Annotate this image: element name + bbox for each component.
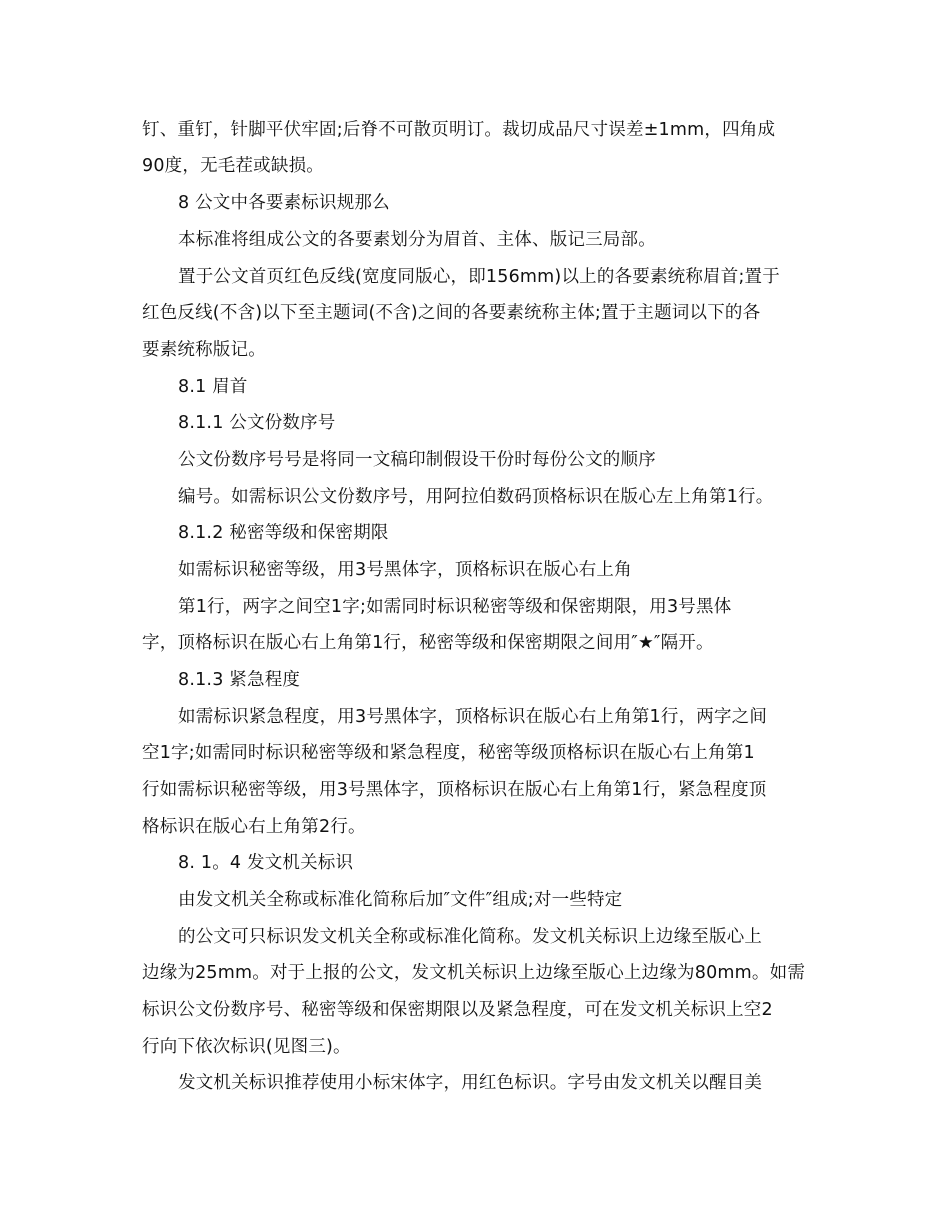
text-line: 发文机关标识推荐使用小标宋体字，用红色标识。字号由发文机关以醒目美 — [178, 1073, 763, 1093]
text-line: 要素统称版记。 — [142, 340, 266, 360]
text-line: 90度，无毛茬或缺损。 — [142, 156, 324, 176]
text-line: 本标准将组成公文的各要素划分为眉首、主体、版记三局部。 — [178, 230, 656, 250]
text-line: 空1字;如需同时标识秘密等级和紧急程度，秘密等级顶格标识在版心右上角第1 — [142, 743, 755, 763]
text-line: 置于公文首页红色反线(宽度同版心，即156mm)以上的各要素统称眉首;置于 — [178, 267, 780, 287]
text-line: 第1行，两字之间空1字;如需同时标识秘密等级和保密期限，用3号黑体 — [178, 597, 732, 617]
section-heading: 8.1 眉首 — [178, 377, 248, 397]
text-line: 行如需标识秘密等级，用3号黑体字，顶格标识在版心右上角第1行，紧急程度顶 — [142, 780, 767, 800]
text-line: 如需标识秘密等级，用3号黑体字，顶格标识在版心右上角 — [178, 560, 632, 580]
section-heading: 8.1.2 秘密等级和保密期限 — [178, 523, 389, 543]
section-heading: 8.1.3 紧急程度 — [178, 670, 301, 690]
text-line: 行向下依次标识(见图三)。 — [142, 1037, 351, 1057]
section-heading: 8. 1。4 发文机关标识 — [178, 853, 354, 873]
text-line: 如需标识紧急程度，用3号黑体字，顶格标识在版心右上角第1行，两字之间 — [178, 707, 768, 727]
section-heading: 8.1.1 公文份数序号 — [178, 413, 336, 433]
text-line: 字，顶格标识在版心右上角第1行，秘密等级和保密期限之间用″★″隔开。 — [142, 633, 714, 653]
text-line: 的公文可只标识发文机关全称或标准化简称。发文机关标识上边缘至版心上 — [178, 927, 763, 947]
section-heading: 8 公文中各要素标识规那么 — [178, 193, 390, 213]
text-line: 编号。如需标识公文份数序号，用阿拉伯数码顶格标识在版心左上角第1行。 — [178, 487, 774, 507]
text-line: 公文份数序号号是将同一文稿印制假设干份时每份公文的顺序 — [178, 450, 656, 470]
text-line: 格标识在版心右上角第2行。 — [142, 817, 366, 837]
text-line: 红色反线(不含)以下至主题词(不含)之间的各要素统称主体;置于主题词以下的各 — [142, 303, 761, 323]
text-line: 边缘为25mm。对于上报的公文，发文机关标识上边缘至版心上边缘为80mm。如需 — [142, 963, 806, 983]
text-line: 钉、重钉，针脚平伏牢固;后脊不可散页明订。裁切成品尺寸误差±1mm，四角成 — [142, 120, 776, 140]
text-line: 标识公文份数序号、秘密等级和保密期限以及紧急程度，可在发文机关标识上空2 — [142, 1000, 773, 1020]
text-line: 由发文机关全称或标准化简称后加″文件″组成;对一些特定 — [178, 890, 623, 910]
